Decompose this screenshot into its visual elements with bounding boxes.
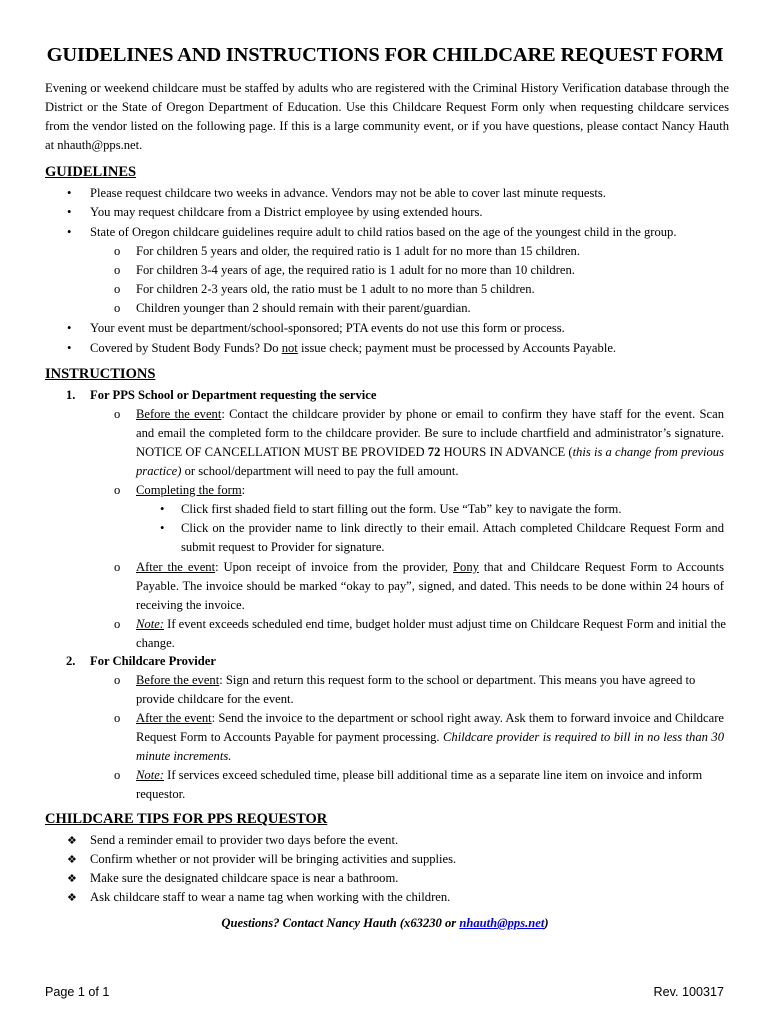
- bullet-glyph: •: [160, 502, 165, 516]
- guideline-item: Covered by Student Body Funds? Do not issue check; payment must be processed by Accounts Payable.: [90, 341, 617, 355]
- completing-item: Click first shaded field to start filling out the form. Use “Tab” key to navigate the form.: [181, 502, 622, 516]
- sub-bullet-glyph: o: [114, 560, 121, 574]
- guideline-item: State of Oregon childcare guidelines require adult to child ratios based on the age of the youngest child in the group.: [90, 225, 677, 239]
- guidelines-heading: GUIDELINES: [45, 164, 137, 180]
- sub-bullet-glyph: o: [114, 617, 121, 631]
- bullet-glyph: •: [67, 321, 72, 335]
- completing-item: Click on the provider name to link directly to their email. Attach completed Childcare Request Form and submit request to Provider for signature.: [181, 521, 724, 554]
- step-number: 1.: [66, 388, 76, 402]
- tip-item: Send a reminder email to provider two days before the event.: [90, 833, 399, 847]
- bullet-glyph: •: [67, 225, 72, 239]
- tip-item: Confirm whether or not provider will be bringing activities and supplies.: [90, 852, 457, 866]
- ratio-item: Children younger than 2 should remain with their parent/guardian.: [136, 301, 471, 315]
- bullet-glyph: •: [67, 341, 72, 355]
- sub-bullet-glyph: o: [114, 673, 121, 687]
- questions-contact: Questions? Contact Nancy Hauth (x63230 or nhauth@pps.net): [221, 916, 549, 930]
- guideline-item: Please request childcare two weeks in advance. Vendors may not be able to cover last minute requests.: [90, 186, 606, 200]
- step-title: For Childcare Provider: [90, 654, 216, 668]
- before-event-instruction: Before the event: Contact the childcare provider by phone or email to confirm they have staff for the event. Scan and email the completed form to the childcare provider. Be sure to include chartfield and administrator’s signature. NOTICE OF CANCELLATION MUST BE PROVIDED 72 HOURS IN ADVANCE (this is a change from previous practice) or school/department will need to pay the full amount.: [136, 407, 725, 478]
- sub-bullet-glyph: o: [114, 301, 121, 315]
- note-instruction: Note: If event exceeds scheduled end time, budget holder must adjust time on Childcare Request Form and initial the change.: [136, 617, 727, 650]
- step-number: 2.: [66, 654, 76, 668]
- sub-bullet-glyph: o: [114, 768, 121, 782]
- provider-before-instruction: Before the event: Sign and return this request form to the school or department. This means you have agreed to provide childcare for the event.: [136, 673, 696, 706]
- after-event-instruction: After the event: Upon receipt of invoice from the provider, Pony that and Childcare Request Form to Accounts Payable. The invoice should be marked “okay to pay”, signed, and dated. This needs to be done within 24 hours of receiving the invoice.: [136, 560, 724, 612]
- diamond-bullet-icon: ❖: [67, 891, 77, 904]
- sub-bullet-glyph: o: [114, 263, 121, 277]
- bullet-glyph: •: [160, 521, 165, 535]
- bullet-glyph: •: [67, 186, 72, 200]
- sub-bullet-glyph: o: [114, 407, 121, 421]
- diamond-bullet-icon: ❖: [67, 834, 77, 847]
- guideline-item: You may request childcare from a District employee by using extended hours.: [90, 205, 483, 219]
- diamond-bullet-icon: ❖: [67, 872, 77, 885]
- ratio-item: For children 2-3 years old, the ratio must be 1 adult to no more than 5 children.: [136, 282, 535, 296]
- page-number: Page 1 of 1: [45, 985, 110, 999]
- instructions-heading: INSTRUCTIONS: [45, 366, 156, 382]
- completing-form-label: Completing the form:: [136, 483, 246, 497]
- diamond-bullet-icon: ❖: [67, 853, 77, 866]
- sub-bullet-glyph: o: [114, 483, 121, 497]
- provider-note-instruction: Note: If services exceed scheduled time, please bill additional time as a separate line item on invoice and inform requestor.: [136, 768, 703, 801]
- document-title: GUIDELINES AND INSTRUCTIONS FOR CHILDCARE REQUEST FORM: [46, 44, 724, 66]
- step-title: For PPS School or Department requesting the service: [90, 388, 377, 402]
- provider-after-instruction: After the event: Send the invoice to the department or school right away. Ask them to forward invoice and Childcare Request Form to Accounts Payable for payment processing. Childcare provider is required to bill in no less than 30 minute increments.: [136, 711, 724, 763]
- sub-bullet-glyph: o: [114, 282, 121, 296]
- tip-item: Ask childcare staff to wear a name tag when working with the children.: [90, 890, 451, 904]
- sub-bullet-glyph: o: [114, 244, 121, 258]
- tips-heading: CHILDCARE TIPS FOR PPS REQUESTOR: [45, 811, 328, 827]
- intro-paragraph: Evening or weekend childcare must be staffed by adults who are registered with the Criminal History Verification database through the District or the State of Oregon Department of Education. Use this Childcare Request Form only when requesting childcare services from the vendor listed on the following page. If this is a large community event, or if you have questions, please contact Nancy Hauth at nhauth@pps.net.: [45, 81, 729, 152]
- sub-bullet-glyph: o: [114, 711, 121, 725]
- revision-number: Rev. 100317: [653, 985, 724, 999]
- ratio-item: For children 3-4 years of age, the required ratio is 1 adult for no more than 10 children.: [136, 263, 575, 277]
- tip-item: Make sure the designated childcare space is near a bathroom.: [90, 871, 399, 885]
- guideline-item: Your event must be department/school-sponsored; PTA events do not use this form or process.: [90, 321, 565, 335]
- bullet-glyph: •: [67, 205, 72, 219]
- email-link[interactable]: nhauth@pps.net: [459, 916, 545, 930]
- ratio-item: For children 5 years and older, the required ratio is 1 adult for no more than 15 children.: [136, 244, 580, 258]
